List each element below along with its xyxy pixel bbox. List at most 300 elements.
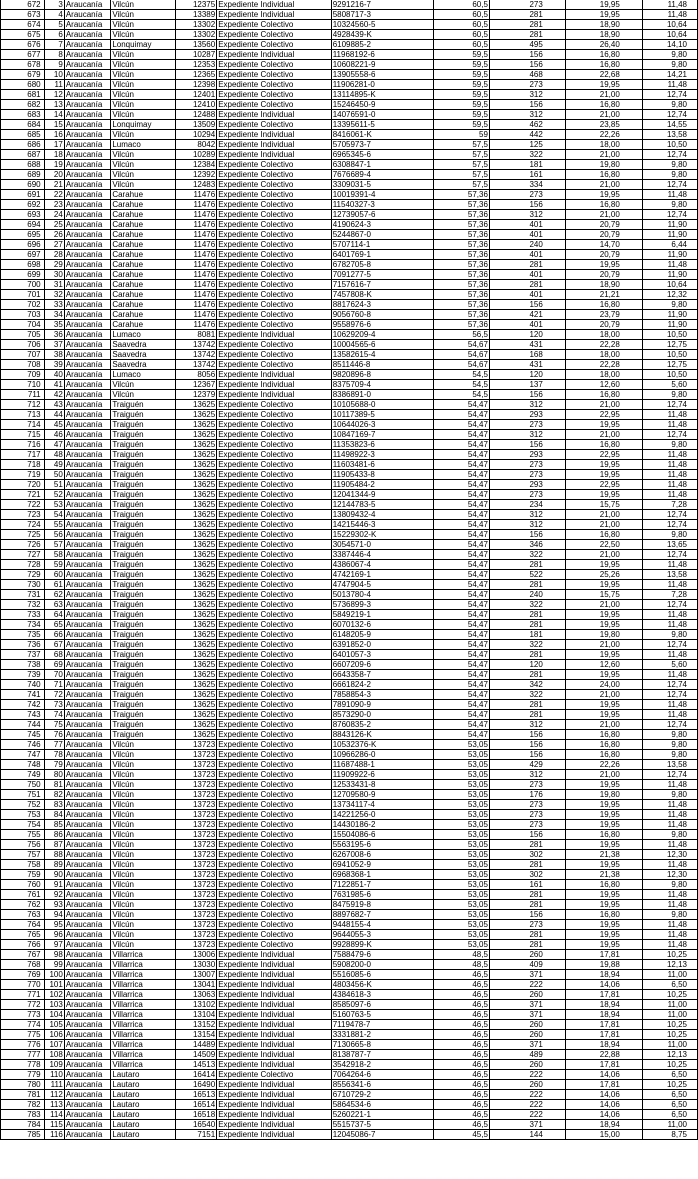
- value-a-cell: 144: [489, 1130, 565, 1140]
- region-cell: Araucanía: [64, 140, 111, 150]
- expedient-type-cell: Expediente Colectivo: [217, 750, 332, 760]
- expedient-type-cell: Expediente Colectivo: [217, 80, 332, 90]
- rut-cell: 10019391-4: [331, 190, 433, 200]
- row-number-cell: 785: [1, 1130, 45, 1140]
- row-number-cell: 703: [1, 310, 45, 320]
- value-c-cell: 9,80: [642, 530, 697, 540]
- value-b-cell: 16,80: [565, 830, 642, 840]
- score-cell: 57,36: [433, 300, 489, 310]
- table-row: [1, 360, 698, 370]
- rut-cell: 14430186-2: [331, 820, 433, 830]
- score-cell: 57,36: [433, 310, 489, 320]
- region-cell: Araucanía: [64, 990, 111, 1000]
- value-c-cell: 12,74: [642, 150, 697, 160]
- region-cell: Araucanía: [64, 610, 111, 620]
- expedient-type-cell: Expediente Colectivo: [217, 280, 332, 290]
- table-row: [1, 150, 698, 160]
- rut-cell: 8375709-4: [331, 380, 433, 390]
- item-number-cell: 40: [44, 370, 64, 380]
- commune-cell: Vilcún: [111, 860, 175, 870]
- score-cell: 53,05: [433, 830, 489, 840]
- item-number-cell: 100: [44, 970, 64, 980]
- value-c-cell: 12,74: [642, 520, 697, 530]
- value-b-cell: 16,80: [565, 60, 642, 70]
- file-number-cell: 13625: [175, 660, 217, 670]
- value-b-cell: 18,00: [565, 370, 642, 380]
- value-a-cell: 156: [489, 300, 565, 310]
- value-c-cell: 10,25: [642, 1020, 697, 1030]
- score-cell: 53,05: [433, 860, 489, 870]
- value-b-cell: 18,00: [565, 350, 642, 360]
- commune-cell: Vilcún: [111, 10, 175, 20]
- value-b-cell: 14,06: [565, 1070, 642, 1080]
- table-row: [1, 200, 698, 210]
- region-cell: Araucanía: [64, 220, 111, 230]
- file-number-cell: 13007: [175, 970, 217, 980]
- region-cell: Araucanía: [64, 240, 111, 250]
- row-number-cell: 755: [1, 830, 45, 840]
- region-cell: Araucanía: [64, 810, 111, 820]
- score-cell: 53,05: [433, 920, 489, 930]
- item-number-cell: 49: [44, 460, 64, 470]
- file-number-cell: 13723: [175, 870, 217, 880]
- rut-cell: 9056760-8: [331, 310, 433, 320]
- value-b-cell: 16,80: [565, 730, 642, 740]
- score-cell: 54,47: [433, 520, 489, 530]
- value-b-cell: 19,95: [565, 920, 642, 930]
- expedient-type-cell: Expediente Individual: [217, 1020, 332, 1030]
- row-number-cell: 692: [1, 200, 45, 210]
- value-a-cell: 125: [489, 140, 565, 150]
- value-a-cell: 281: [489, 20, 565, 30]
- rut-cell: 4747904-5: [331, 580, 433, 590]
- row-number-cell: 719: [1, 470, 45, 480]
- item-number-cell: 46: [44, 430, 64, 440]
- rut-cell: 8585097-6: [331, 1000, 433, 1010]
- item-number-cell: 95: [44, 920, 64, 930]
- rut-cell: 10532376-K: [331, 740, 433, 750]
- expedient-type-cell: Expediente Individual: [217, 1040, 332, 1050]
- commune-cell: Traiguén: [111, 570, 175, 580]
- file-number-cell: 13723: [175, 820, 217, 830]
- rut-cell: 8386891-0: [331, 390, 433, 400]
- score-cell: 59,5: [433, 80, 489, 90]
- table-row: [1, 30, 698, 40]
- row-number-cell: 779: [1, 1070, 45, 1080]
- rut-cell: 5808717-3: [331, 10, 433, 20]
- value-b-cell: 17,81: [565, 1030, 642, 1040]
- value-c-cell: 11,48: [642, 900, 697, 910]
- row-number-cell: 721: [1, 490, 45, 500]
- rut-cell: 3309031-5: [331, 180, 433, 190]
- item-number-cell: 72: [44, 690, 64, 700]
- table-row: [1, 720, 698, 730]
- value-a-cell: 120: [489, 660, 565, 670]
- table-row: [1, 410, 698, 420]
- row-number-cell: 737: [1, 650, 45, 660]
- item-number-cell: 108: [44, 1050, 64, 1060]
- file-number-cell: 10289: [175, 150, 217, 160]
- score-cell: 59: [433, 130, 489, 140]
- value-a-cell: 322: [489, 150, 565, 160]
- item-number-cell: 110: [44, 1070, 64, 1080]
- commune-cell: Traiguén: [111, 610, 175, 620]
- rut-cell: 5013780-4: [331, 590, 433, 600]
- table-row: [1, 990, 698, 1000]
- commune-cell: Traiguén: [111, 580, 175, 590]
- row-number-cell: 768: [1, 960, 45, 970]
- file-number-cell: 13723: [175, 800, 217, 810]
- score-cell: 59,5: [433, 90, 489, 100]
- table-row: [1, 10, 698, 20]
- value-b-cell: 19,95: [565, 890, 642, 900]
- commune-cell: Vilcún: [111, 20, 175, 30]
- commune-cell: Villarrica: [111, 1050, 175, 1060]
- score-cell: 46,5: [433, 1050, 489, 1060]
- file-number-cell: 13625: [175, 550, 217, 560]
- commune-cell: Carahue: [111, 250, 175, 260]
- commune-cell: Traiguén: [111, 400, 175, 410]
- value-c-cell: 5,60: [642, 380, 697, 390]
- expedient-type-cell: Expediente Individual: [217, 140, 332, 150]
- table-row: [1, 700, 698, 710]
- rut-cell: 12709580-9: [331, 790, 433, 800]
- score-cell: 57,36: [433, 210, 489, 220]
- rut-cell: 11687488-1: [331, 760, 433, 770]
- value-a-cell: 281: [489, 560, 565, 570]
- value-c-cell: 12,75: [642, 360, 697, 370]
- commune-cell: Lumaco: [111, 370, 175, 380]
- table-row: [1, 670, 698, 680]
- region-cell: Araucanía: [64, 1060, 111, 1070]
- row-number-cell: 717: [1, 450, 45, 460]
- commune-cell: Traiguén: [111, 540, 175, 550]
- rut-cell: 11498922-3: [331, 450, 433, 460]
- expedient-type-cell: Expediente Colectivo: [217, 260, 332, 270]
- score-cell: 56,5: [433, 330, 489, 340]
- table-row: [1, 940, 698, 950]
- value-c-cell: 11,90: [642, 220, 697, 230]
- value-c-cell: 12,74: [642, 640, 697, 650]
- score-cell: 54,47: [433, 700, 489, 710]
- commune-cell: Traiguén: [111, 470, 175, 480]
- value-a-cell: 371: [489, 1010, 565, 1020]
- file-number-cell: 13625: [175, 410, 217, 420]
- file-number-cell: 13742: [175, 350, 217, 360]
- value-a-cell: 273: [489, 0, 565, 10]
- file-number-cell: 11476: [175, 250, 217, 260]
- item-number-cell: 17: [44, 140, 64, 150]
- rut-cell: 6965345-6: [331, 150, 433, 160]
- commune-cell: Traiguén: [111, 670, 175, 680]
- region-cell: Araucanía: [64, 650, 111, 660]
- file-number-cell: 11476: [175, 210, 217, 220]
- commune-cell: Vilcún: [111, 80, 175, 90]
- expedient-type-cell: Expediente Individual: [217, 1030, 332, 1040]
- value-b-cell: 19,95: [565, 560, 642, 570]
- score-cell: 54,47: [433, 720, 489, 730]
- commune-cell: Traiguén: [111, 500, 175, 510]
- table-row: [1, 1070, 698, 1080]
- region-cell: Araucanía: [64, 130, 111, 140]
- table-row: [1, 690, 698, 700]
- row-number-cell: 701: [1, 290, 45, 300]
- value-a-cell: 281: [489, 700, 565, 710]
- score-cell: 54,47: [433, 570, 489, 580]
- file-number-cell: 13389: [175, 10, 217, 20]
- rut-cell: 4803456-K: [331, 980, 433, 990]
- item-number-cell: 77: [44, 740, 64, 750]
- table-row: [1, 970, 698, 980]
- file-number-cell: 13742: [175, 340, 217, 350]
- value-c-cell: 7,28: [642, 500, 697, 510]
- value-a-cell: 156: [489, 730, 565, 740]
- table-row: [1, 290, 698, 300]
- item-number-cell: 34: [44, 310, 64, 320]
- expedient-type-cell: Expediente Colectivo: [217, 790, 332, 800]
- table-row: [1, 240, 698, 250]
- value-b-cell: 22,26: [565, 760, 642, 770]
- expedient-type-cell: Expediente Colectivo: [217, 850, 332, 860]
- table-body: [1, 0, 698, 1140]
- item-number-cell: 39: [44, 360, 64, 370]
- region-cell: Araucanía: [64, 720, 111, 730]
- file-number-cell: 11476: [175, 290, 217, 300]
- expedient-type-cell: Expediente Colectivo: [217, 580, 332, 590]
- row-number-cell: 680: [1, 80, 45, 90]
- item-number-cell: 53: [44, 500, 64, 510]
- table-row: [1, 160, 698, 170]
- row-number-cell: 747: [1, 750, 45, 760]
- item-number-cell: 104: [44, 1010, 64, 1020]
- row-number-cell: 677: [1, 50, 45, 60]
- value-c-cell: 9,80: [642, 750, 697, 760]
- rut-cell: 5244867-0: [331, 230, 433, 240]
- score-cell: 59,5: [433, 70, 489, 80]
- value-b-cell: 19,80: [565, 630, 642, 640]
- item-number-cell: 20: [44, 170, 64, 180]
- file-number-cell: 14509: [175, 1050, 217, 1060]
- value-a-cell: 371: [489, 1040, 565, 1050]
- score-cell: 53,05: [433, 910, 489, 920]
- commune-cell: Traiguén: [111, 480, 175, 490]
- value-c-cell: 12,74: [642, 430, 697, 440]
- region-cell: Araucanía: [64, 250, 111, 260]
- file-number-cell: 13625: [175, 620, 217, 630]
- file-number-cell: 12365: [175, 70, 217, 80]
- rut-cell: 6941052-9: [331, 860, 433, 870]
- region-cell: Araucanía: [64, 700, 111, 710]
- value-b-cell: 19,95: [565, 10, 642, 20]
- file-number-cell: 13625: [175, 640, 217, 650]
- commune-cell: Villarrica: [111, 1000, 175, 1010]
- expedient-type-cell: Expediente Colectivo: [217, 900, 332, 910]
- value-b-cell: 16,80: [565, 440, 642, 450]
- value-b-cell: 17,81: [565, 1060, 642, 1070]
- rut-cell: 5908200-0: [331, 960, 433, 970]
- value-c-cell: 12,74: [642, 400, 697, 410]
- value-c-cell: 12,74: [642, 210, 697, 220]
- score-cell: 57,36: [433, 260, 489, 270]
- value-c-cell: 11,90: [642, 310, 697, 320]
- value-c-cell: 9,80: [642, 50, 697, 60]
- file-number-cell: 13625: [175, 710, 217, 720]
- item-number-cell: 52: [44, 490, 64, 500]
- row-number-cell: 674: [1, 20, 45, 30]
- row-number-cell: 776: [1, 1040, 45, 1050]
- rut-cell: 3387446-4: [331, 550, 433, 560]
- region-cell: Araucanía: [64, 1130, 111, 1140]
- score-cell: 54,5: [433, 390, 489, 400]
- commune-cell: Saavedra: [111, 360, 175, 370]
- value-b-cell: 20,79: [565, 320, 642, 330]
- commune-cell: Lautaro: [111, 1110, 175, 1120]
- file-number-cell: 13041: [175, 980, 217, 990]
- item-number-cell: 36: [44, 330, 64, 340]
- region-cell: Araucanía: [64, 860, 111, 870]
- table-row: [1, 790, 698, 800]
- value-b-cell: 22,95: [565, 450, 642, 460]
- table-row: [1, 430, 698, 440]
- rut-cell: 4384618-3: [331, 990, 433, 1000]
- expedient-type-cell: Expediente Colectivo: [217, 340, 332, 350]
- file-number-cell: 13723: [175, 780, 217, 790]
- value-a-cell: 312: [489, 400, 565, 410]
- expedient-type-cell: Expediente Colectivo: [217, 660, 332, 670]
- item-number-cell: 69: [44, 660, 64, 670]
- row-number-cell: 750: [1, 780, 45, 790]
- rut-cell: 12533431-8: [331, 780, 433, 790]
- commune-cell: Traiguén: [111, 410, 175, 420]
- rut-cell: 11968192-6: [331, 50, 433, 60]
- value-a-cell: 281: [489, 890, 565, 900]
- item-number-cell: 76: [44, 730, 64, 740]
- value-a-cell: 240: [489, 240, 565, 250]
- score-cell: 46,5: [433, 1060, 489, 1070]
- region-cell: Araucanía: [64, 490, 111, 500]
- value-b-cell: 21,00: [565, 210, 642, 220]
- commune-cell: Vilcún: [111, 770, 175, 780]
- value-a-cell: 281: [489, 580, 565, 590]
- file-number-cell: 13302: [175, 20, 217, 30]
- value-c-cell: 10,25: [642, 950, 697, 960]
- rut-cell: 6968368-1: [331, 870, 433, 880]
- table-row: [1, 980, 698, 990]
- value-a-cell: 137: [489, 380, 565, 390]
- rut-cell: 12739057-6: [331, 210, 433, 220]
- rut-cell: 7631985-6: [331, 890, 433, 900]
- value-a-cell: 222: [489, 1090, 565, 1100]
- value-a-cell: 161: [489, 170, 565, 180]
- value-b-cell: 16,80: [565, 750, 642, 760]
- value-b-cell: 26,40: [565, 40, 642, 50]
- expedient-type-cell: Expediente Individual: [217, 1010, 332, 1020]
- file-number-cell: 13723: [175, 830, 217, 840]
- value-b-cell: 16,80: [565, 530, 642, 540]
- table-row: [1, 110, 698, 120]
- value-b-cell: 21,00: [565, 400, 642, 410]
- value-c-cell: 8,75: [642, 1130, 697, 1140]
- row-number-cell: 725: [1, 530, 45, 540]
- region-cell: Araucanía: [64, 780, 111, 790]
- file-number-cell: 13030: [175, 960, 217, 970]
- value-c-cell: 9,80: [642, 730, 697, 740]
- file-number-cell: 13723: [175, 840, 217, 850]
- value-b-cell: 20,79: [565, 250, 642, 260]
- value-c-cell: 12,75: [642, 340, 697, 350]
- file-number-cell: 13723: [175, 880, 217, 890]
- score-cell: 54,47: [433, 630, 489, 640]
- table-row: [1, 890, 698, 900]
- region-cell: Araucanía: [64, 960, 111, 970]
- table-row: [1, 900, 698, 910]
- commune-cell: Villarrica: [111, 1010, 175, 1020]
- item-number-cell: 37: [44, 340, 64, 350]
- region-cell: Araucanía: [64, 500, 111, 510]
- value-a-cell: 281: [489, 860, 565, 870]
- file-number-cell: 16490: [175, 1080, 217, 1090]
- value-c-cell: 11,48: [642, 420, 697, 430]
- value-a-cell: 342: [489, 680, 565, 690]
- region-cell: Araucanía: [64, 1090, 111, 1100]
- score-cell: 46,5: [433, 1110, 489, 1120]
- item-number-cell: 65: [44, 620, 64, 630]
- item-number-cell: 4: [44, 10, 64, 20]
- expedient-type-cell: Expediente Individual: [217, 0, 332, 10]
- row-number-cell: 762: [1, 900, 45, 910]
- region-cell: Araucanía: [64, 1050, 111, 1060]
- region-cell: Araucanía: [64, 660, 111, 670]
- region-cell: Araucanía: [64, 480, 111, 490]
- value-c-cell: 10,64: [642, 20, 697, 30]
- commune-cell: Vilcún: [111, 380, 175, 390]
- value-c-cell: 11,90: [642, 270, 697, 280]
- item-number-cell: 15: [44, 120, 64, 130]
- file-number-cell: 12367: [175, 380, 217, 390]
- value-c-cell: 14,10: [642, 40, 697, 50]
- value-b-cell: 19,80: [565, 790, 642, 800]
- expedient-type-cell: Expediente Individual: [217, 950, 332, 960]
- table-row: [1, 500, 698, 510]
- table-row: [1, 590, 698, 600]
- rut-cell: 11603481-6: [331, 460, 433, 470]
- value-c-cell: 9,80: [642, 170, 697, 180]
- region-cell: Araucanía: [64, 590, 111, 600]
- value-b-cell: 22,95: [565, 480, 642, 490]
- score-cell: 59,5: [433, 120, 489, 130]
- region-cell: Araucanía: [64, 450, 111, 460]
- region-cell: Araucanía: [64, 530, 111, 540]
- file-number-cell: 12398: [175, 80, 217, 90]
- value-a-cell: 222: [489, 980, 565, 990]
- expedient-type-cell: Expediente Colectivo: [217, 300, 332, 310]
- commune-cell: Vilcún: [111, 110, 175, 120]
- value-c-cell: 11,90: [642, 250, 697, 260]
- commune-cell: Carahue: [111, 270, 175, 280]
- value-c-cell: 11,00: [642, 1120, 697, 1130]
- value-c-cell: 10,50: [642, 140, 697, 150]
- value-a-cell: 281: [489, 260, 565, 270]
- region-cell: Araucanía: [64, 380, 111, 390]
- table-row: [1, 490, 698, 500]
- region-cell: Araucanía: [64, 680, 111, 690]
- score-cell: 54,47: [433, 480, 489, 490]
- commune-cell: Lautaro: [111, 1080, 175, 1090]
- value-c-cell: 9,80: [642, 100, 697, 110]
- rut-cell: 10105688-0: [331, 400, 433, 410]
- value-b-cell: 21,00: [565, 720, 642, 730]
- file-number-cell: 12410: [175, 100, 217, 110]
